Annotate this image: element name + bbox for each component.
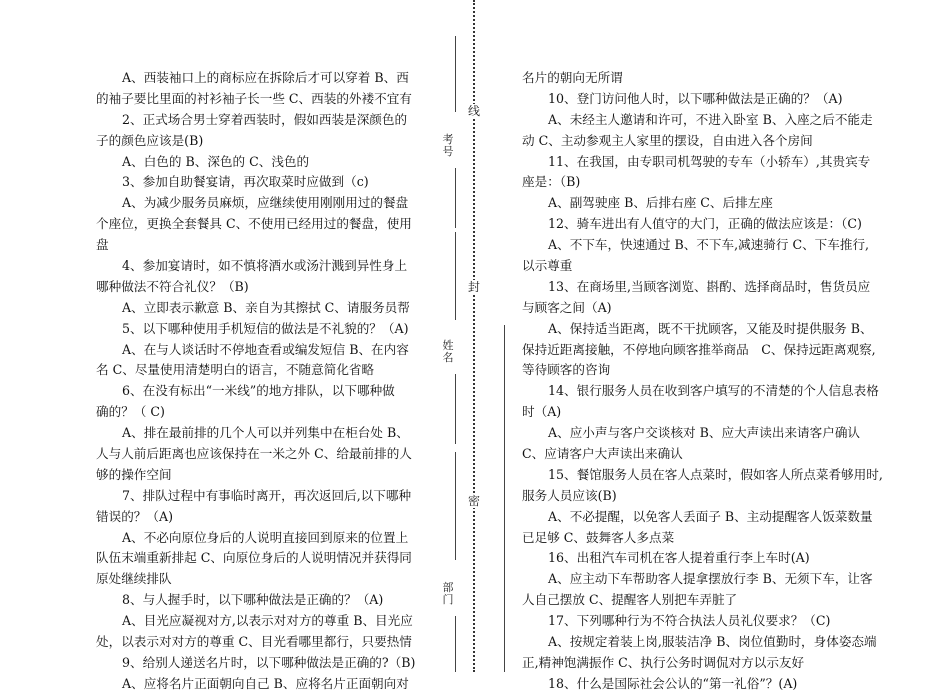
text-line: A、应将名片正面朝向自己 B、应将名片正面朝向对 [122,675,409,691]
exam-no-label: 考号 [442,133,454,158]
text-line: 够的操作空间 [96,466,172,482]
text-line: 盘 [96,237,109,253]
dept-rule-top [455,452,456,560]
text-line: 9、给别人递送名片时，以下哪种做法是正确的?（B) [122,654,416,670]
text-line: 2、正式场合男士穿着西装时，假如西装是深颜色的 [122,111,408,127]
text-line: 座是：（B) [522,174,581,190]
text-line: 5、以下哪种使用手机短信的做法是不礼貌的？（A) [122,320,409,336]
text-line: 18、什么是国际社会公认的“第一礼俗”？(A) [548,675,798,691]
text-line: 12、骑车进出有人值守的大门，正确的做法应该是：（C) [548,216,862,232]
text-line: 13、在商场里,当顾客浏览、斟酌、选择商品时，售货员应 [548,278,871,294]
text-line: A、排在最前排的几个人可以并列集中在柜台处 B、 [122,425,409,441]
text-line: 以示尊重 [522,258,573,274]
text-line: A、立即表示歉意 B、亲自为其擦拭 C、请服务员帮 [122,299,410,315]
text-line: 动 C、主动参观主人家里的摆设，自由进入各个房间 [522,132,813,148]
name-label: 姓名 [442,339,454,364]
text-line: 处，以表示对对方的尊重 C、目光看哪里都行，只要热情 [96,634,412,650]
text-line: A、为减少服务员麻烦，应继续使用刚刚用过的餐盘 [122,195,409,211]
text-line: 16、出租汽车司机在客人提着重行李上车时(A) [548,550,810,566]
dotted-cut-line [473,0,475,672]
text-line: 等待顾客的咨询 [522,362,611,378]
text-line: 时（A) [522,404,562,420]
exam-no-rule-top [455,36,456,112]
text-line: 错误的？（A) [96,508,173,524]
name-rule-top [455,232,456,320]
text-line: 人自己摆放 C、提醒客人别把车弄脏了 [522,592,738,608]
text-line: 15、餐馆服务人员在客人点菜时，假如客人所点菜肴够用时, [548,466,883,482]
text-line: A、不必提醒，以免客人丢面子 B、主动提醒客人饭菜数量 [548,508,873,524]
text-line: 8、与人握手时，以下哪种做法是正确的？（A) [122,592,384,608]
seal-mark-seal: 封 [467,280,480,294]
text-line: A、西装袖口上的商标应在拆除后才可以穿着 B、西 [122,70,409,85]
text-line: 正,精神饱满振作 C、执行公务时调侃对方以示友好 [522,654,805,670]
question-column-right [522,68,916,695]
question-column-left [96,68,434,695]
text-line: A、不必向原位身后的人说明直接回到原来的位置上 [122,529,409,545]
text-line: 哪种做法不符合礼仪？（B) [96,278,249,294]
text-line: A、在与人谈话时不停地查看或编发短信 B、在内容 [122,341,409,357]
text-line: A、按规定着装上岗,服装洁净 B、岗位值勤时，身体姿态端 [548,634,877,650]
text-line: 14、银行服务人员在收到客户填写的不清楚的个人信息表格 [548,383,879,399]
text-line: 名 C、尽量使用清楚明白的语言，不随意简化省略 [96,362,375,378]
text-line: 已足够 C、鼓舞客人多点菜 [522,529,675,545]
text-line: 确的？（ C) [96,404,165,420]
text-line: 17、下列哪种行为不符合执法人员礼仪要求？（C) [548,613,831,629]
text-line: 保持近距离接触，不停地向顾客推举商品 C、保持远距离观察, [522,341,876,357]
text-line: A、保持适当距离，既不干扰顾客，又能及时提供服务 B、 [548,320,873,336]
seal-mark-line: 线 [467,104,480,118]
text-line: 的袖子要比里面的衬衫袖子长一些 C、西装的外褛不宜有 [96,90,412,106]
dept-rule-bottom [455,616,456,672]
text-line: 10、登门访问他人时，以下哪种做法是正确的？（A) [548,90,843,106]
text-line: 个座位，更换全套餐具 C、不使用已经用过的餐盘，使用 [96,216,412,232]
text-line: 原处继续排队 [96,571,172,587]
seal-mark-secret: 密 [467,494,480,508]
text-line: 4、参加宴请时，如不慎将酒水或汤汁溅到异性身上 [122,258,408,274]
text-line: 名片的朝向无所谓 [522,70,623,85]
name-rule-bottom [455,374,456,444]
exam-no-rule-bottom [455,168,456,228]
text-line: A、副驾驶座 B、后排右座 C、后排左座 [548,195,773,211]
text-line: A、应主动下车帮助客人提拿摆放行李 B、无须下车，让客 [548,571,873,587]
text-line: 7、排队过程中有事临时离开，再次返回后,以下哪种 [122,487,412,503]
text-line: 子的颜色应该是(B) [96,132,204,148]
text-line: A、未经主人邀请和许可，不进入卧室 B、入座之后不能走 [548,111,873,127]
text-line: 11、在我国，由专职司机驾驶的专车（小轿车）,其贵宾专 [548,153,871,169]
right-margin-rule [504,325,505,672]
text-line: 服务人员应该(B) [522,487,617,503]
text-line: A、不下车，快速通过 B、不下车,减速骑行 C、下车推行, [548,237,870,253]
text-line: 6、在没有标出“一米线”的地方排队，以下哪种做 [122,383,395,399]
text-line: 人与人前后距离也应该保持在一米之外 C、给最前排的人 [96,446,412,462]
text-line: 队伍末端重新排起 C、向原位身后的人说明情况并获得同 [96,550,412,566]
text-line: 3、参加自助餐宴请，再次取菜时应做到（c) [122,174,369,190]
text-line: A、目光应凝视对方,以表示对对方的尊重 B、目光应 [122,613,413,629]
text-line: A、应小声与客户交谈核对 B、应大声读出来请客户确认 [548,425,861,441]
text-line: 与顾客之间（A) [522,299,612,315]
text-line: A、白色的 B、深色的 C、浅色的 [122,153,310,169]
text-line: C、应请客户大声读出来确认 [522,446,683,462]
dept-label: 部门 [442,581,454,606]
